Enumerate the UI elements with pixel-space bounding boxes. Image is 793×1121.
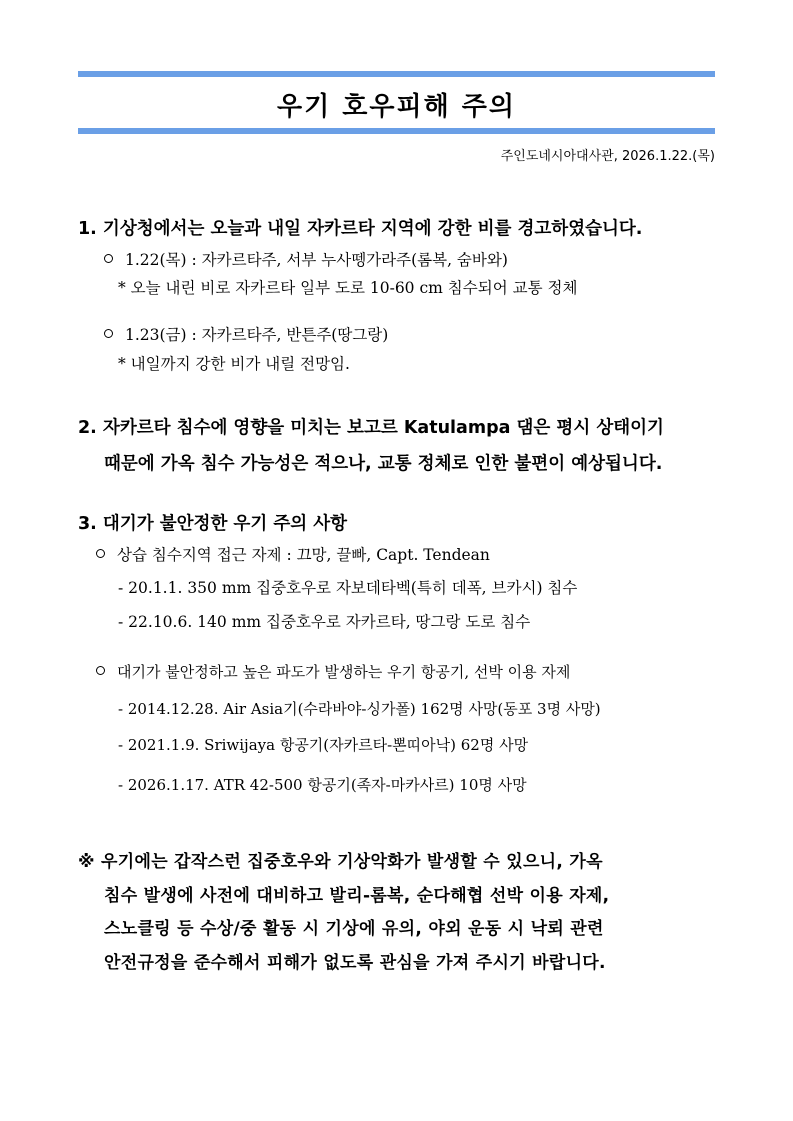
section1-note-1: * 오늘 내린 비로 자카르타 일부 도로 10-60 cm 침수되어 교통 정체 (118, 279, 578, 297)
section3-item-5: - 2026.1.17. ATR 42-500 항공기(족자-마카사르) 10명 사망 (118, 776, 527, 794)
section3-item-3: - 2014.12.28. Air Asia기(수라바야-싱가폴) 162명 사망(동포 3명 사망) (118, 700, 601, 718)
issuer-date: 주인도네시아대사관, 2026.1.22.(목) (500, 149, 715, 164)
section1-heading: 1. 기상청에서는 오늘과 내일 자카르타 지역에 강한 비를 경고하였습니다. (78, 219, 643, 239)
notice-line-1: ※ 우기에는 갑작스런 집중호우와 기상악화가 발생할 수 있으니, 가옥 (78, 852, 603, 872)
section3-bullet-1: 상습 침수지역 접근 자제 : 끄망, 끌빠, Capt. Tendean (96, 543, 490, 565)
section3-item-2: - 22.10.6. 140 mm 집중호우로 자카르타, 땅그랑 도로 침수 (118, 613, 531, 631)
circle-bullet-icon (104, 254, 113, 263)
section1-bullet-2: 1.23(금) : 자카르타주, 반튼주(땅그랑) (104, 323, 388, 345)
section1-bullet-1: 1.22(목) : 자카르타주, 서부 누사뗑가라주(롬복, 숨바와) (104, 248, 508, 270)
page-title: 우기 호우피해 주의 (276, 92, 517, 122)
circle-bullet-icon (96, 666, 105, 675)
circle-bullet-icon (104, 329, 113, 338)
notice-line-4: 안전규정을 준수해서 피해가 없도록 관심을 가져 주시기 바랍니다. (104, 953, 606, 973)
section3-bullet-2: 대기가 불안정하고 높은 파도가 발생하는 우기 항공기, 선박 이용 자제 (96, 661, 570, 682)
section3-heading: 3. 대기가 불안정한 우기 주의 사항 (78, 514, 348, 534)
notice-line-2: 침수 발생에 사전에 대비하고 발리-롬복, 순다해협 선박 이용 자제, (104, 886, 610, 906)
notice-line-3: 스노클링 등 수상/중 활동 시 기상에 유의, 야외 운동 시 낙뢰 관련 (104, 919, 604, 939)
section2-line-2: 때문에 가옥 침수 가능성은 적으나, 교통 정체로 인한 불편이 예상됩니다. (104, 454, 663, 474)
section3-item-1: - 20.1.1. 350 mm 집중호우로 자보데타벡(특히 데폭, 브카시) 침수 (118, 579, 578, 597)
section3-item-4: - 2021.1.9. Sriwijaya 항공기(자카르타-뽄띠아낙) 62명 사망 (118, 736, 529, 754)
header-rule-bottom (78, 128, 715, 134)
header-rule-top (78, 71, 715, 77)
section1-note-2: * 내일까지 강한 비가 내릴 전망임. (118, 355, 350, 373)
circle-bullet-icon (96, 549, 105, 558)
section2-line-1: 2. 자카르타 침수에 영향을 미치는 보고르 Katulampa 댐은 평시 상태이기 (78, 418, 664, 438)
